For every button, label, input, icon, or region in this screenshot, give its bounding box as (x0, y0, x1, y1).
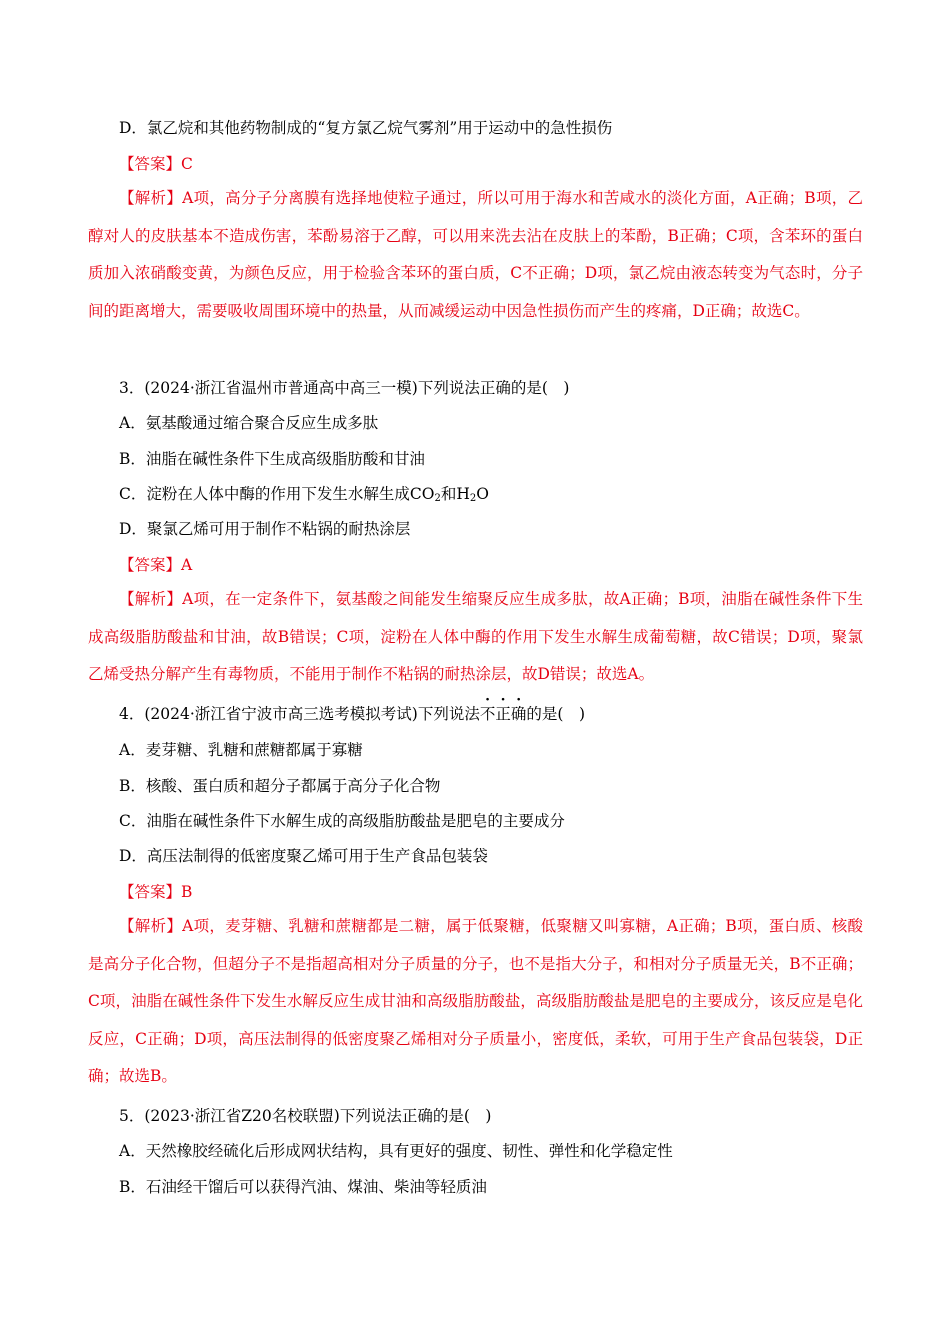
q3-option-c-post: O (476, 485, 489, 503)
q4-stem-pre: 4．(2024·浙江省宁波市高三选考模拟考试)下列说法 (119, 705, 480, 723)
q5-stem: 5．(2023·浙江省Z20名校联盟)下列说法正确的是( ) (119, 1107, 492, 1125)
q3-answer: 【答案】A (119, 556, 193, 574)
q4-stem-dotted-3: 确 (510, 705, 527, 723)
q3-option-c-sub1: 2 (434, 493, 441, 504)
q5-option-b: B．石油经干馏后可以获得汽油、煤油、柴油等轻质油 (119, 1178, 487, 1196)
q3-option-c (119, 484, 894, 504)
q3-option-d: D．聚氯乙烯可用于制作不粘锅的耐热涂层 (119, 520, 411, 538)
q2-option-d: D．氯乙烷和其他药物制成的“复方氯乙烷气雾剂”用于运动中的急性损伤 (119, 119, 613, 137)
q4-stem (119, 704, 894, 724)
q4-analysis (88, 908, 863, 1096)
q3-option-c-sub2: 2 (469, 493, 477, 504)
q3-option-a: A．氨基酸通过缩合聚合反应生成多肽 (119, 414, 379, 432)
q3-analysis-text: 【解析】A项，在一定条件下，氨基酸之间能发生缩聚反应生成多肽，故A正确；B项，油脂在碱性条件下生成高级脂肪酸盐和甘油，故B错误；C项，淀粉在人体中酶的作用下发生水解生成葡萄糖，故C错误；D项，聚氯乙烯受热分解产生有毒物质，不能用于制作不粘锅的耐热涂层，故D错误；故选A。 (88, 590, 863, 683)
q4-stem-post: 的是( ) (526, 705, 585, 723)
q3-analysis (88, 581, 863, 694)
q3-option-c-pre: C．淀粉在人体中酶的作用下发生水解生成CO (119, 485, 435, 503)
q4-option-d: D．高压法制得的低密度聚乙烯可用于生产食品包装袋 (119, 847, 488, 865)
q3-stem: 3．(2024·浙江省温州市普通高中高三一模)下列说法正确的是( ) (119, 379, 570, 397)
q4-stem-dotted-2: 正 (495, 705, 511, 723)
q4-option-a: A．麦芽糖、乳糖和蔗糖都属于寡糖 (119, 741, 363, 759)
q4-option-b: B．核酸、蛋白质和超分子都属于高分子化合物 (119, 777, 441, 795)
q2-analysis-text: 【解析】A项，高分子分离膜有选择地使粒子通过，所以可用于海水和苦咸水的淡化方面，A正确；B项，乙醇对人的皮肤基本不造成伤害，苯酚易溶于乙醇，可以用来洗去沾在皮肤上的苯酚，B正确；C项，含苯环的蛋白质加入浓硝酸变黄，为颜色反应，用于检验含苯环的蛋白质，C不正确；D项，氯乙烷由液态转变为气态时，分子间的距离增大，需要吸收周围环境中的热量，从而减缓运动中因急性损伤而产生的疼痛，D正确；故选C。 (88, 189, 863, 320)
q2-answer: 【答案】C (119, 155, 193, 173)
q3-option-c-mid: 和H (440, 485, 470, 503)
q2-analysis (88, 180, 863, 330)
q5-option-a: A．天然橡胶经硫化后形成网状结构，具有更好的强度、韧性、弹性和化学稳定性 (119, 1142, 673, 1160)
q4-option-c: C．油脂在碱性条件下水解生成的高级脂肪酸盐是肥皂的主要成分 (119, 812, 565, 830)
q4-stem-dotted-1: 不 (479, 705, 496, 723)
q4-analysis-text: 【解析】A项，麦芽糖、乳糖和蔗糖都是二糖，属于低聚糖，低聚糖又叫寡糖，A正确；B项，蛋白质、核酸是高分子化合物，但超分子不是指超高相对分子质量的分子，也不是指大分子，和相对分子质量无关，B不正确；C项，油脂在碱性条件下发生水解反应生成甘油和高级脂肪酸盐，高级脂肪酸盐是肥皂的主要成分，该反应是皂化反应，C正确；D项，高压法制得的低密度聚乙烯相对分子质量小，密度低，柔软，可用于生产食品包装袋，D正确；故选B。 (88, 917, 863, 1085)
q4-answer: 【答案】B (119, 883, 193, 901)
q3-option-b: B．油脂在碱性条件下生成高级脂肪酸和甘油 (119, 450, 425, 468)
